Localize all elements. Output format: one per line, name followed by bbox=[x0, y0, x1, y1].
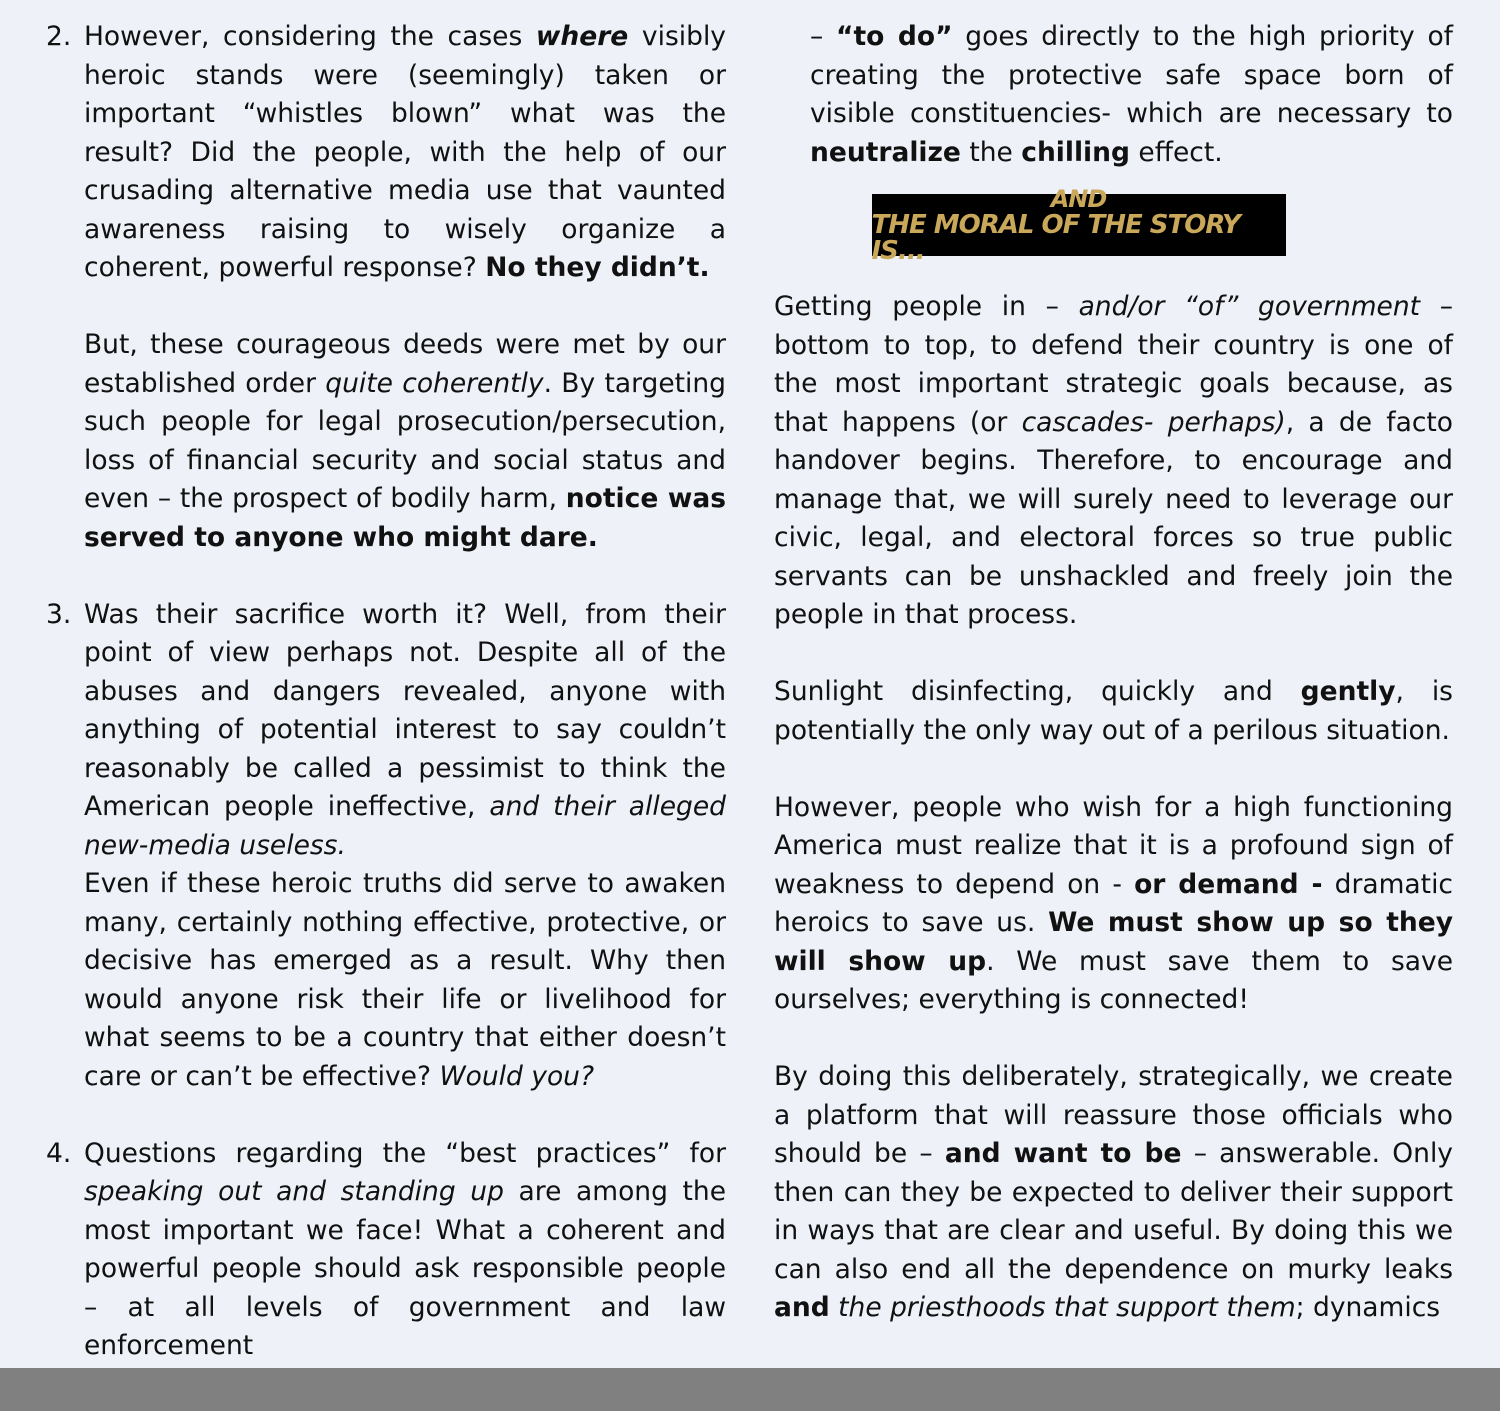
italic-run: and/or “of” government bbox=[1078, 291, 1421, 322]
text-run: By doing this deliberately, strategically, we create a platform that will reassure those officials who should be – bbox=[774, 1061, 1453, 1169]
bold-run: neutralize bbox=[810, 136, 961, 168]
banner-line-1: AND bbox=[1050, 185, 1107, 213]
list-item-text bbox=[84, 1135, 726, 1366]
paragraph-getting bbox=[774, 288, 1453, 635]
moral-banner bbox=[871, 185, 1286, 266]
list-item-text bbox=[84, 18, 726, 288]
list-number: 3. bbox=[46, 598, 72, 630]
bold-run: gently bbox=[1300, 676, 1396, 707]
list-item-3 bbox=[46, 596, 726, 1097]
paragraph-however bbox=[774, 789, 1453, 1020]
bold-run: “to do” bbox=[836, 21, 953, 52]
italic-run: Would you? bbox=[439, 1060, 595, 1092]
bold-run: No they didn’t. bbox=[485, 252, 710, 283]
paragraph-continuation bbox=[774, 18, 1453, 172]
text-run: are among the most important we face! What a coherent and powerful people should ask responsible people – at all levels of government and law enforcement bbox=[84, 1176, 727, 1361]
paragraph-by-doing bbox=[774, 1058, 1453, 1328]
text-run: – answerable. Only then can they be expected to deliver their support in ways that are clear and useful. By doing this we can also end all the dependence on murky leaks bbox=[774, 1138, 1453, 1285]
text-run bbox=[830, 1292, 838, 1323]
italic-run: quite coherently bbox=[325, 367, 544, 399]
text-run: visibly heroic stands were (seemingly) taken or important “whistles blown” what was the result? Did the people, with the help of our crusading alternative media use that vaunted awareness raising to wisely organize a coherent, powerful response? bbox=[84, 21, 726, 283]
bold-run: or demand - bbox=[1134, 868, 1323, 900]
paragraph-text bbox=[774, 1058, 1453, 1328]
footer-bar bbox=[0, 1368, 1500, 1411]
paragraph-text bbox=[774, 789, 1453, 1020]
text-run: Sunlight disinfecting, quickly and bbox=[774, 676, 1301, 707]
italic-run: speaking out and standing up bbox=[84, 1176, 504, 1207]
text-run: goes directly to the high priority of creating the protective safe space born of visible constituencies- which are necessary to bbox=[810, 21, 1453, 129]
text-run: ; dynamics bbox=[1295, 1292, 1441, 1323]
text-run: But, these courageous deeds were met by our established order bbox=[84, 329, 726, 399]
list-item-2 bbox=[46, 18, 726, 288]
text-run: – bottom to top, to defend their country is one of the most important strategic goals because, as that happens (or bbox=[774, 291, 1453, 438]
text-run: Even if these heroic truths did serve to awaken many, certainly nothing effective, protective, or decisive has emerged as a result. Why then would anyone risk their life or livelihood for what seems to be a country that either doesn’t care or can’t be effective? bbox=[84, 868, 726, 1092]
text-run: . By targeting such people for legal prosecution/persecution, loss of financial security and social status and even – the prospect of bodily harm, bbox=[84, 367, 726, 514]
text-run: . We must save them to save ourselves; everything is connected! bbox=[774, 945, 1453, 1015]
paragraph-text bbox=[774, 673, 1453, 750]
spacer bbox=[46, 557, 726, 596]
paragraph-but bbox=[46, 326, 726, 557]
spacer bbox=[46, 1096, 726, 1135]
italic-run: the priesthoods that support them bbox=[838, 1292, 1296, 1323]
text-run: Getting people in – bbox=[774, 291, 1079, 322]
spacer bbox=[46, 288, 726, 327]
list-item-text bbox=[84, 596, 726, 866]
bold-run: notice was served to anyone who might dare. bbox=[84, 483, 726, 553]
list-number: 2. bbox=[46, 21, 72, 52]
text-run: Was their sacrifice worth it? Well, from their point of view perhaps not. Despite all of the abuses and dangers revealed, anyone with anything of potential interest to say couldn’t reasonably be called a pessimist to think the American people ineffective, bbox=[84, 598, 726, 822]
bold-italic-run: where bbox=[535, 21, 629, 52]
paragraph-text bbox=[810, 18, 1453, 172]
text-run: – bbox=[810, 21, 837, 52]
text-run: However, people who wish for a high functioning America must realize that it is a profound sign of weakness to depend on - bbox=[774, 791, 1453, 900]
banner-line-2: THE MORAL OF THE STORY IS... bbox=[871, 210, 1240, 266]
paragraph-text bbox=[84, 326, 726, 557]
bold-run: chilling bbox=[1021, 136, 1130, 168]
list-item-text-2 bbox=[84, 865, 726, 1096]
paragraph-text bbox=[774, 288, 1453, 635]
bold-run: We must show up so they will show up bbox=[774, 907, 1453, 977]
italic-run: cascades- perhaps) bbox=[1021, 406, 1286, 438]
list-item-4 bbox=[46, 1135, 726, 1366]
spacer bbox=[774, 635, 1453, 674]
left-column bbox=[46, 18, 726, 1366]
bold-run: and want to be bbox=[944, 1138, 1182, 1169]
bold-run: and bbox=[774, 1292, 830, 1323]
italic-run: and their alleged new-media useless. bbox=[84, 791, 726, 861]
right-column bbox=[774, 18, 1453, 1328]
text-run: , is potentially the only way out of a perilous situation. bbox=[774, 676, 1453, 746]
text-run: effect. bbox=[1129, 136, 1223, 168]
list-number: 4. bbox=[46, 1137, 72, 1169]
text-run: dramatic heroics to save us. bbox=[774, 868, 1453, 938]
text-run: Questions regarding the “best practices” for bbox=[84, 1137, 726, 1169]
spacer bbox=[774, 1020, 1453, 1059]
text-run: the bbox=[960, 136, 1022, 168]
text-run: , a de facto handover begins. Therefore, to encourage and manage that, we will surely need to leverage our civic, legal, and electoral forces so true public servants can be unshackled and freely join the people in that process. bbox=[774, 406, 1453, 630]
paragraph-sunlight bbox=[774, 673, 1453, 750]
text-run: However, considering the cases bbox=[84, 21, 536, 52]
spacer bbox=[774, 750, 1453, 789]
